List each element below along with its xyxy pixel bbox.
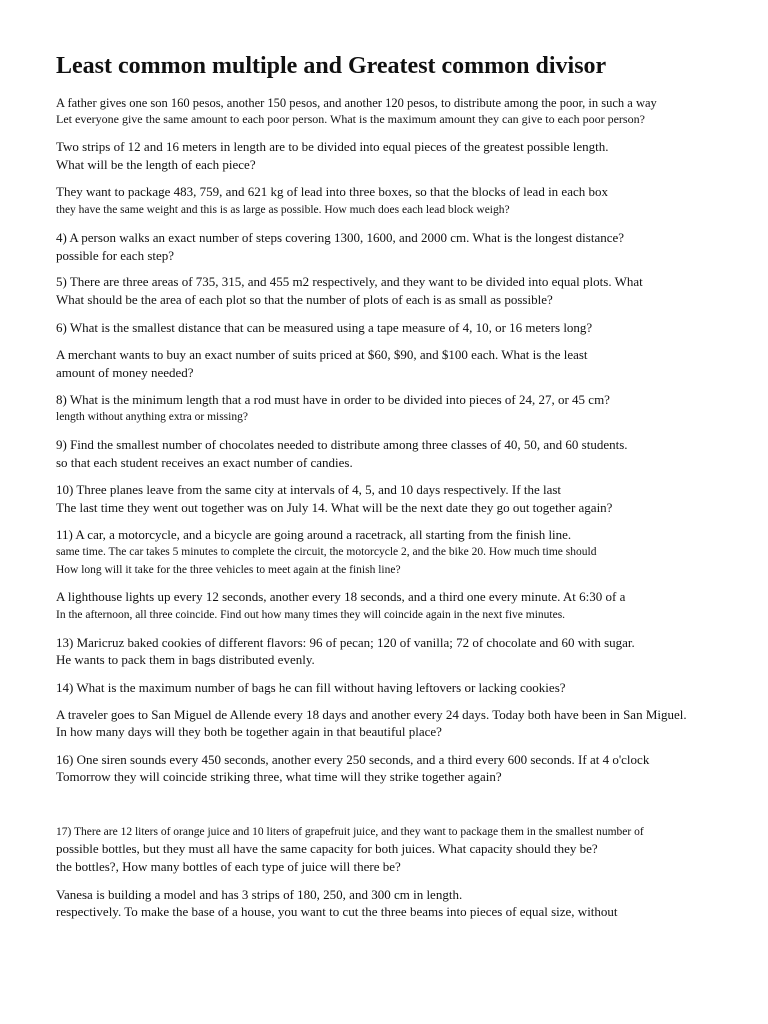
problem-line: 11) A car, a motorcycle, and a bicycle are going around a racetrack, all starting from the finish line. xyxy=(56,527,572,542)
problem-line: they have the same weight and this is as large as possible. How much does each lead block weigh? xyxy=(56,204,510,216)
problem-line: How long will it take for the three vehicles to meet again at the finish line? xyxy=(56,564,401,576)
problem-line: In the afternoon, all three coincide. Find out how many times they will coincide again in the next five minutes. xyxy=(56,609,566,621)
problem-line: length without anything extra or missing? xyxy=(56,411,248,423)
problem-line: 5) There are three areas of 735, 315, and 455 m2 respectively, and they want to be divided into equal plots. What xyxy=(56,274,643,289)
problem-line: amount of money needed? xyxy=(56,365,194,380)
problem-line: possible for each step? xyxy=(56,248,175,263)
problem-line: possible bottles, but they must all have the same capacity for both juices. What capacity should they be? xyxy=(56,841,598,856)
problem-line: 17) There are 12 liters of orange juice and 10 liters of grapefruit juice, and they want to package them in the smallest number of xyxy=(56,826,644,838)
problem-line: 4) A person walks an exact number of steps covering 1300, 1600, and 2000 cm. What is the longest distance? xyxy=(56,230,625,245)
problem-line: the bottles?, How many bottles of each type of juice will there be? xyxy=(56,859,401,874)
problem-line: 6) What is the smallest distance that can be measured using a tape measure of 4, 10, or 16 meters long? xyxy=(56,320,593,335)
problem-line: A merchant wants to buy an exact number of suits priced at $60, $90, and $100 each. What is the least xyxy=(56,347,588,362)
problem-line: Vanesa is building a model and has 3 strips of 180, 250, and 300 cm in length. xyxy=(56,887,463,902)
problem-line: The last time they went out together was on July 14. What will be the next date they go out together again? xyxy=(56,500,613,515)
problem-line: Let everyone give the same amount to each poor person. What is the maximum amount they can give to each poor person? xyxy=(56,112,645,126)
problem-line: Tomorrow they will coincide striking three, what time will they strike together again? xyxy=(56,769,502,784)
page-title: Least common multiple and Greatest common divisor xyxy=(56,53,607,79)
problem-line: 9) Find the smallest number of chocolates needed to distribute among three classes of 40, 50, and 60 students. xyxy=(56,437,628,452)
problem-line: They want to package 483, 759, and 621 kg of lead into three boxes, so that the blocks of lead in each box xyxy=(56,184,608,199)
problem-line: A traveler goes to San Miguel de Allende every 18 days and another every 24 days. Today both have been in San Miguel. xyxy=(56,707,687,722)
problem-line: same time. The car takes 5 minutes to complete the circuit, the motorcycle 2, and the bike 20. How much time should xyxy=(56,546,597,558)
problem-line: A father gives one son 160 pesos, another 150 pesos, and another 120 pesos, to distribute among the poor, in such a way xyxy=(56,96,657,110)
problem-line: What will be the length of each piece? xyxy=(56,157,256,172)
problem-line: Two strips of 12 and 16 meters in length are to be divided into equal pieces of the greatest possible length. xyxy=(56,139,609,154)
problem-line: 8) What is the minimum length that a rod must have in order to be divided into pieces of 24, 27, or 45 cm? xyxy=(56,392,610,407)
problem-line: respectively. To make the base of a house, you want to cut the three beams into pieces of equal size, without xyxy=(56,904,618,919)
problem-line: 16) One siren sounds every 450 seconds, another every 250 seconds, and a third every 600 seconds. If at 4 o'clock xyxy=(56,752,650,767)
problem-line: In how many days will they both be together again in that beautiful place? xyxy=(56,724,442,739)
problem-line: 10) Three planes leave from the same city at intervals of 4, 5, and 10 days respectively. If the last xyxy=(56,482,562,497)
problem-line: so that each student receives an exact number of candies. xyxy=(56,455,353,470)
problem-line: A lighthouse lights up every 12 seconds, another every 18 seconds, and a third one every minute. At 6:30 of a xyxy=(56,589,626,604)
problem-line: What should be the area of each plot so that the number of plots of each is as small as possible? xyxy=(56,292,553,307)
problem-line: 14) What is the maximum number of bags he can fill without having leftovers or lacking cookies? xyxy=(56,680,566,695)
problem-line: 13) Maricruz baked cookies of different flavors: 96 of pecan; 120 of vanilla; 72 of chocolate and 60 with sugar. xyxy=(56,635,635,650)
problem-line: He wants to pack them in bags distributed evenly. xyxy=(56,652,315,667)
